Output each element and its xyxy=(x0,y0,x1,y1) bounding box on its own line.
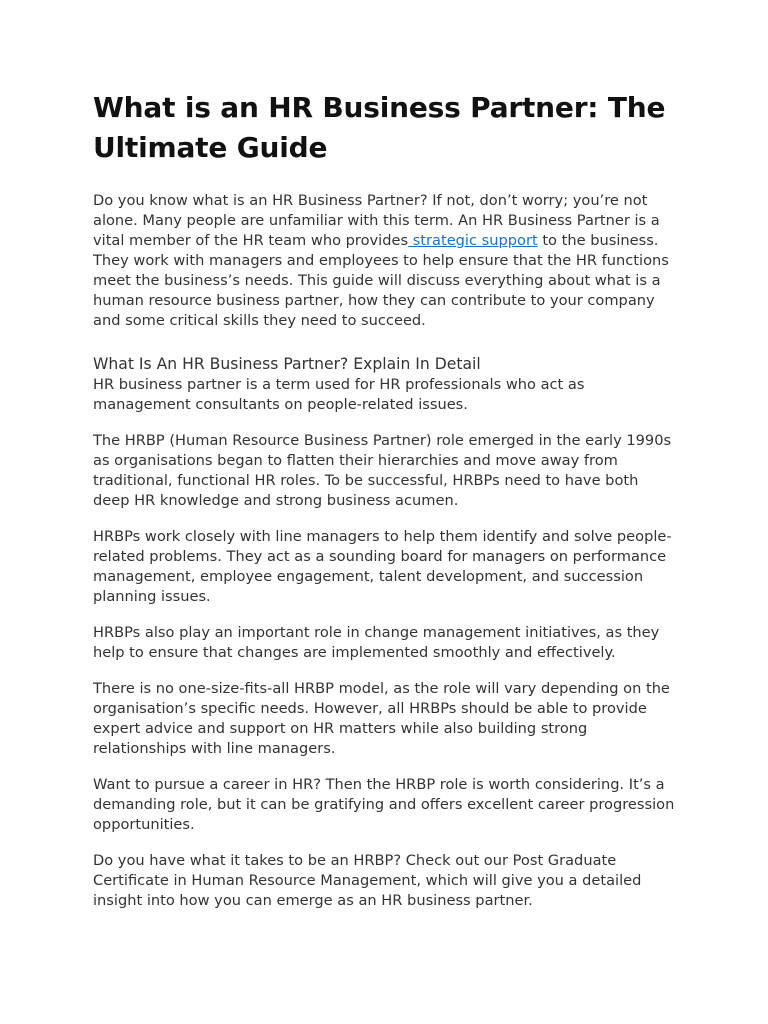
paragraph-career: Want to pursue a career in HR? Then the HRBP role is worth considering. It’s a demanding role, but it can be gratifying and offers excellent career progression opportunities. xyxy=(93,776,675,833)
paragraph-definition: HR business partner is a term used for HR professionals who act as management consultants on people-related issues. xyxy=(93,376,585,413)
intro-text-after-link: to the business. They work with managers and employees to help ensure that the HR functions meet the business’s needs. This guide will discuss everything about what is a human resource business partner, how they can contribute to your company and some critical skills they need to succeed. xyxy=(93,232,669,329)
paragraph-change-management: HRBPs also play an important role in change management initiatives, as they help to ensure that changes are implemented smoothly and effectively. xyxy=(93,624,660,661)
paragraph-history: The HRBP (Human Resource Business Partner) role emerged in the early 1990s as organisations began to flatten their hierarchies and move away from traditional, functional HR roles. To be successful, HRBPs need to have both deep HR knowledge and strong business acumen. xyxy=(93,432,672,509)
paragraph-model: There is no one-size-fits-all HRBP model, as the role will vary depending on the organisation’s specific needs. However, all HRBPs should be able to provide expert advice and support on HR matters while also building strong relationships with line managers. xyxy=(93,680,670,757)
intro-paragraph xyxy=(93,191,675,331)
paragraph-line-managers: HRBPs work closely with line managers to help them identify and solve people-related problems. They act as a sounding board for managers on performance management, employee engagement, talent development, and succession planning issues. xyxy=(93,528,672,605)
strategic-support-link[interactable]: strategic support xyxy=(408,232,538,249)
article xyxy=(93,88,675,911)
section-heading: What Is An HR Business Partner? Explain In Detail xyxy=(93,355,481,373)
paragraph-certificate: Do you have what it takes to be an HRBP? Check out our Post Graduate Certificate in Human Resource Management, which will give you a detailed insight into how you can emerge as an HR business partner. xyxy=(93,852,642,909)
intro-text-before-link: Do you know what is an HR Business Partner? If not, don’t worry; you’re not alone. Many people are unfamiliar with this term. An HR Business Partner is a vital member of the HR team who provides xyxy=(93,192,660,249)
article-title: What is an HR Business Partner: The Ultimate Guide xyxy=(93,91,666,164)
